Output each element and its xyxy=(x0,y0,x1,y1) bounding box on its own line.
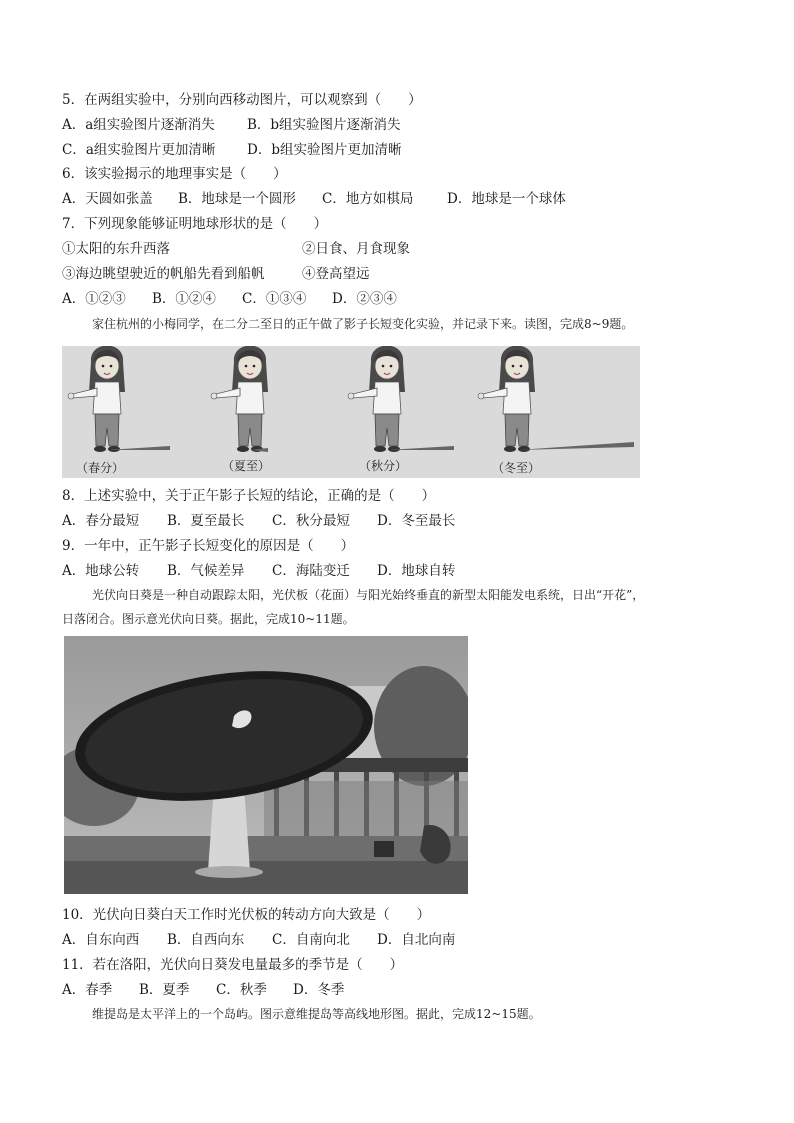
label-winter: （冬至） xyxy=(492,461,541,475)
q6-option-d[interactable]: D．地球是一个球体 xyxy=(447,191,566,207)
q7-item-2: ②日食、月食现象 xyxy=(302,241,410,257)
q5-option-b[interactable]: B．b组实验图片逐渐消失 xyxy=(247,117,401,133)
label-autumn: （秋分） xyxy=(359,459,408,473)
q7-option-d[interactable]: D．②③④ xyxy=(332,291,397,307)
q8-options xyxy=(62,512,455,530)
q8-option-c[interactable]: C．秋分最短 xyxy=(272,513,350,529)
q7-item-3: ③海边眺望驶近的帆船先看到船帆 xyxy=(62,266,265,282)
q5-options-row1 xyxy=(62,116,401,134)
q8-stem: 8．上述实验中，关于正午影子长短的结论，正确的是（ ） xyxy=(62,488,436,504)
q11-stem: 11．若在洛阳，光伏向日葵发电量最多的季节是（ ） xyxy=(62,957,404,973)
q11-option-d[interactable]: D．冬季 xyxy=(293,982,345,998)
q7-items-row1 xyxy=(62,240,410,258)
q8-option-b[interactable]: B．夏至最长 xyxy=(167,513,245,529)
q7-stem: 7．下列现象能够证明地球形状的是（ ） xyxy=(62,216,328,232)
q7-options xyxy=(62,290,397,308)
q6-options xyxy=(62,190,566,208)
intro-12-15: 维提岛是太平洋上的一个岛屿。图示意维提岛等高线地形图。据此，完成12~15题。 xyxy=(92,1007,541,1021)
q9-option-a[interactable]: A．地球公转 xyxy=(62,563,140,579)
q6-option-b[interactable]: B．地球是一个圆形 xyxy=(178,191,296,207)
shadow-experiment-figure xyxy=(62,346,640,478)
q7-items-row2 xyxy=(62,265,370,283)
q9-option-c[interactable]: C．海陆变迁 xyxy=(272,563,350,579)
pv-sunflower-photo xyxy=(64,636,468,894)
q5-stem: 5．在两组实验中，分别向西移动图片，可以观察到（ ） xyxy=(62,92,422,108)
label-summer: （夏至） xyxy=(222,459,271,473)
label-spring: （春分） xyxy=(76,461,125,475)
q6-option-c[interactable]: C．地方如棋局 xyxy=(322,191,414,207)
q11-option-a[interactable]: A．春季 xyxy=(62,982,113,998)
q5-option-d[interactable]: D．b组实验图片更加清晰 xyxy=(247,142,402,158)
q9-option-d[interactable]: D．地球自转 xyxy=(377,563,456,579)
q8-option-a[interactable]: A．春分最短 xyxy=(62,513,140,529)
q10-option-b[interactable]: B．自西向东 xyxy=(167,932,245,948)
q6-stem: 6．该实验揭示的地理事实是（ ） xyxy=(62,166,287,182)
q7-item-4: ④登高望远 xyxy=(302,266,370,282)
q7-option-b[interactable]: B．①②④ xyxy=(152,291,216,307)
intro-10-11-line1: 光伏向日葵是一种自动跟踪太阳，光伏板（花面）与阳光始终垂直的新型太阳能发电系统，日出“开花”， xyxy=(92,588,645,602)
q10-option-c[interactable]: C．自南向北 xyxy=(272,932,350,948)
q11-options xyxy=(62,981,344,999)
q10-options xyxy=(62,931,455,949)
q7-item-1: ①太阳的东升西落 xyxy=(62,241,170,257)
q6-option-a[interactable]: A．天圆如张盖 xyxy=(62,191,153,207)
q10-option-d[interactable]: D．自北向南 xyxy=(377,932,456,948)
figure-background xyxy=(62,346,640,478)
q9-stem: 9．一年中，正午影子长短变化的原因是（ ） xyxy=(62,538,355,554)
q8-option-d[interactable]: D．冬至最长 xyxy=(377,513,456,529)
q11-option-c[interactable]: C．秋季 xyxy=(216,982,267,998)
q5-options-row2 xyxy=(62,141,401,159)
q5-option-c[interactable]: C．a组实验图片更加清晰 xyxy=(62,142,216,158)
q11-option-b[interactable]: B．夏季 xyxy=(139,982,190,998)
q9-option-b[interactable]: B．气候差异 xyxy=(167,563,245,579)
intro-8-9: 家住杭州的小梅同学，在二分二至日的正午做了影子长短变化实验，并记录下来。读图，完成8~9题。 xyxy=(92,317,634,331)
q5-option-a[interactable]: A．a组实验图片逐渐消失 xyxy=(62,117,215,133)
q10-option-a[interactable]: A．自东向西 xyxy=(62,932,140,948)
q10-stem: 10．光伏向日葵白天工作时光伏板的转动方向大致是（ ） xyxy=(62,907,431,923)
q7-option-c[interactable]: C．①③④ xyxy=(242,291,307,307)
intro-10-11-line2: 日落闭合。图示意光伏向日葵。据此，完成10~11题。 xyxy=(62,612,355,626)
q7-option-a[interactable]: A．①②③ xyxy=(62,291,126,307)
q9-options xyxy=(62,562,455,580)
